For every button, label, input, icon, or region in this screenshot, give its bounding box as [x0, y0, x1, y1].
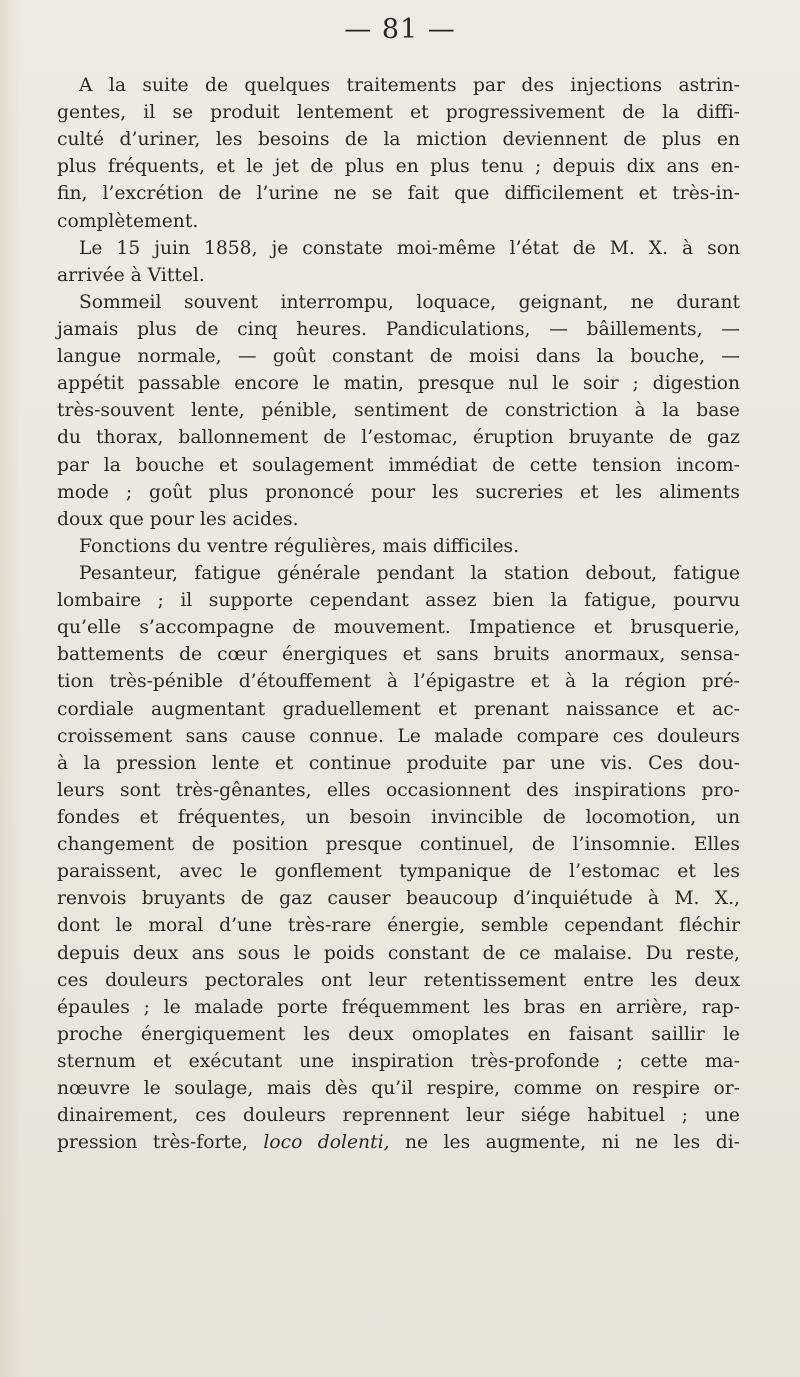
text-line: paraissent, avec le gonflement tympanique de l’estomac et les — [57, 861, 740, 883]
text-line: depuis deux ans sous le poids constant de ce malaise. Du reste, — [57, 942, 740, 964]
text-line: dont le moral d’une très-rare énergie, semble cependant fléchir — [57, 915, 740, 937]
text-line: battements de cœur énergiques et sans bruits anormaux, sensa- — [57, 644, 740, 666]
text-line — [57, 1129, 740, 1156]
text-line: lombaire ; il supporte cependant assez bien la fatigue, pourvu — [57, 590, 740, 612]
text-segment: pression très-forte, — [57, 1132, 264, 1154]
text-line: à la pression lente et continue produite par une vis. Ces dou- — [57, 752, 740, 774]
text-line: ces douleurs pectorales ont leur retentissement entre les deux — [57, 969, 740, 991]
text-line: cordiale augmentant graduellement et prenant naissance et ac- — [57, 698, 740, 720]
text-line: qu’elle s’accompagne de mouvement. Impatience et brusquerie, — [57, 617, 740, 639]
text-line: jamais plus de cinq heures. Pandiculations, — bâillements, — — [57, 318, 740, 340]
text-line: changement de position presque continuel, de l’insomnie. Elles — [57, 834, 740, 856]
text-line: dinairement, ces douleurs reprennent leur siége habituel ; une — [57, 1105, 740, 1127]
text-line: arrivée à Vittel. — [57, 264, 205, 286]
text-line: nœuvre le soulage, mais dès qu’il respire, comme on respire or- — [57, 1078, 740, 1100]
text-line: tion très-pénible d’étouffement à l’épigastre et à la région pré- — [57, 671, 740, 693]
italic-phrase: loco dolenti, — [263, 1132, 390, 1154]
text-line: du thorax, ballonnement de l’estomac, éruption bruyante de gaz — [57, 427, 740, 449]
text-line: Pesanteur, fatigue générale pendant la station debout, fatigue — [79, 562, 740, 584]
text-line: sternum et exécutant une inspiration très-profonde ; cette ma- — [57, 1050, 740, 1072]
text-line: Le 15 juin 1858, je constate moi-même l’état de M. X. à son — [79, 237, 740, 259]
text-line: gentes, il se produit lentement et progressivement de la diffi- — [57, 102, 740, 124]
text-line: croissement sans cause connue. Le malade compare ces douleurs — [57, 725, 740, 747]
text-line: Fonctions du ventre régulières, mais difficiles. — [79, 535, 520, 557]
text-line: complètement. — [57, 210, 199, 232]
text-line: doux que pour les acides. — [57, 508, 299, 530]
page-number: — 81 — — [344, 14, 456, 45]
body-text — [57, 72, 740, 1156]
text-line: épaules ; le malade porte fréquemment les bras en arrière, rap- — [57, 996, 740, 1018]
text-line: Sommeil souvent interrompu, loquace, geignant, ne durant — [79, 291, 740, 313]
text-line: proche énergiquement les deux omoplates en faisant saillir le — [57, 1023, 740, 1045]
text-line: par la bouche et soulagement immédiat de cette tension incom- — [57, 454, 740, 476]
text-line: appétit passable encore le matin, presque nul le soir ; digestion — [57, 373, 740, 395]
text-line: fondes et fréquentes, un besoin invincible de locomotion, un — [57, 806, 740, 828]
text-line: fin, l’excrétion de l’urine ne se fait que difficilement et très-in- — [57, 183, 740, 205]
text-line: langue normale, — goût constant de moisi dans la bouche, — — [57, 346, 740, 368]
text-line: renvois bruyants de gaz causer beaucoup d’inquiétude à M. X., — [57, 888, 740, 910]
text-segment: ne les augmente, ni ne les di- — [389, 1132, 740, 1154]
text-line: culté d’uriner, les besoins de la miction deviennent de plus en — [57, 129, 740, 151]
text-line: leurs sont très-gênantes, elles occasionnent des inspirations pro- — [57, 779, 740, 801]
text-line: A la suite de quelques traitements par des injections astrin- — [79, 75, 740, 96]
text-line: mode ; goût plus prononcé pour les sucreries et les aliments — [57, 481, 740, 503]
text-line: très-souvent lente, pénible, sentiment de constriction à la base — [57, 400, 740, 422]
text-line: plus fréquents, et le jet de plus en plus tenu ; depuis dix ans en- — [57, 156, 740, 178]
